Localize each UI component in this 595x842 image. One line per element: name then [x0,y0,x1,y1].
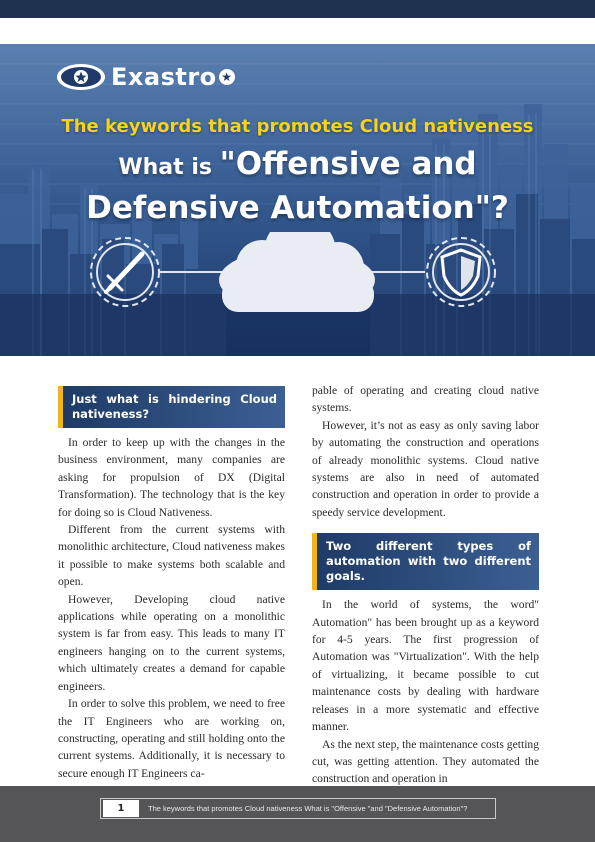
footer-title: The keywords that promotes Cloud nativeness What is "Offensive "and "Defensive Automation"? [148,804,468,813]
section-heading-hindering: Just what is hindering Cloud nativeness? [58,386,285,428]
left-column [58,386,285,782]
top-bar [0,0,595,18]
brand-star-icon: ★ [219,69,235,85]
hero-icons [0,232,595,312]
left-paragraph-1: In order to keep up with the changes in the business environment, many companies are asking for propulsion of DX (Digital Transformation). The technology that is the key for doing so is Cloud Nativeness. [58,436,285,519]
right-paragraph-2: In the world of systems, the word" Automation" has been brought up as a keyword for 4-5 years. The first progression of Automation was "Virtualization". With the help of virtualizing, it became possible to cut maintenance costs by dealing with hardware releases in a more systematic and effective manner. [312,598,539,734]
section-heading-two-types: Two different types of automation with two different goals. [312,533,539,590]
headline-line1: "Offensive and [219,146,477,182]
headline-line2: Defensive Automation"? [86,190,509,226]
right-paragraph-1: However, it’s not as easy as only saving labor by automating the construction and operations of already monolithic systems. Cloud native systems are also in need of automated construction and operation in order to provide a speedy service development. [312,418,539,519]
left-paragraph-4: In order to solve this problem, we need to free the IT Engineers who are working on, constructing, operating and still holding onto the current systems. Additionally, it is necessary to secure enough IT Engineers ca- [58,697,285,780]
left-paragraph-2: Different from the current systems with monolithic architecture, Cloud nativeness makes it possible to make systems both scalable and open. [58,523,285,589]
cloud-icon [219,232,375,312]
right-column [312,382,539,788]
shield-icon [427,238,495,306]
headline-prefix: What is [118,155,220,180]
right-paragraph-3: As the next step, the maintenance costs getting cut, was getting attention. They automated the construction and operation in [312,737,540,786]
left-paragraph-3: However, Developing cloud native applications while operating on a monolithic system is far from easy. This leads to many IT engineers hanging on to the current systems, which ultimately creates a demand for capable engineers. [58,592,285,693]
footer-box [100,798,496,819]
page-number: 1 [103,800,139,817]
page-footer [0,786,595,842]
right-continuation: pable of operating and creating cloud native systems. [312,384,539,415]
hero-headline [40,144,555,228]
brand-name: Exastro [111,63,217,91]
brand-logo [55,60,235,94]
exastro-logo-icon [55,60,107,94]
hero-banner [0,44,595,356]
hero-kicker: The keywords that promotes Cloud nativeness [61,116,534,137]
sword-icon [91,238,159,306]
